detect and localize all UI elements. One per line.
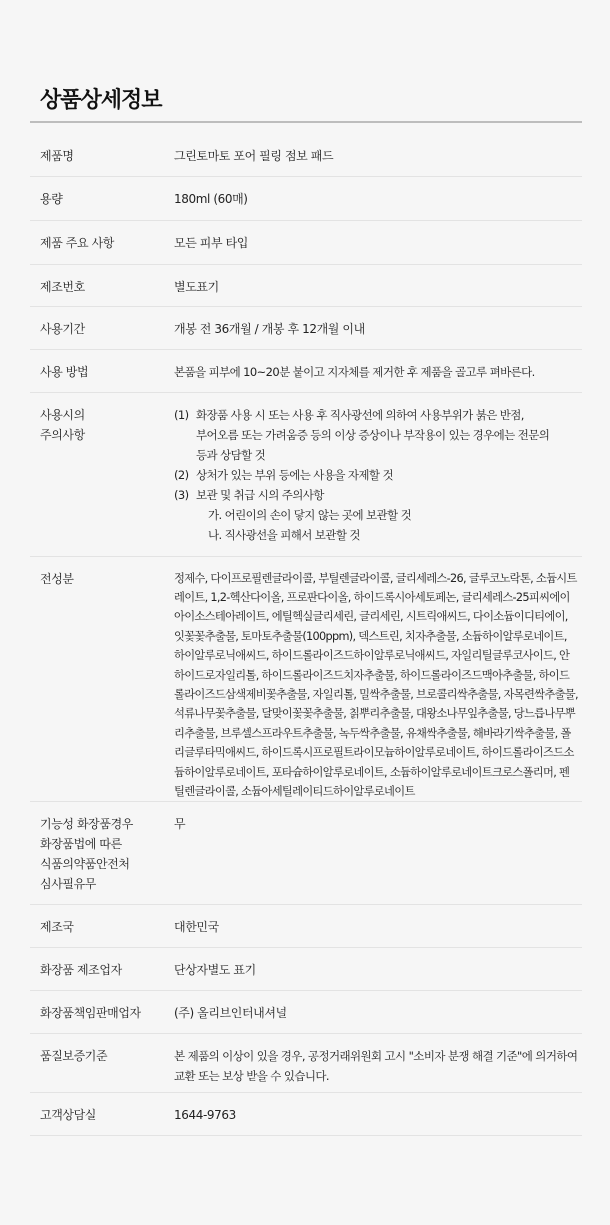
table-row xyxy=(30,392,582,556)
table-row xyxy=(30,1093,582,1136)
row-key-quality-guarantee: 품질보증기준 xyxy=(30,1034,174,1093)
table-row xyxy=(30,176,582,220)
row-key-manufacturer: 화장품 제조업자 xyxy=(30,948,174,991)
title-divider xyxy=(30,121,582,123)
table-row xyxy=(30,905,582,948)
table-row xyxy=(30,349,582,392)
row-key-ingredients: 전성분 xyxy=(30,556,174,802)
row-key-customer-service: 고객상담실 xyxy=(30,1093,174,1136)
row-value-customer-service: 1644-9763 xyxy=(174,1093,582,1136)
table-row xyxy=(30,1034,582,1093)
caution-item: (2) 상처가 있는 부위 등에는 사용을 자제할 것 xyxy=(174,467,393,482)
row-value-lot-number: 별도표기 xyxy=(174,264,582,306)
row-value-distributor: (주) 올리브인터내셔널 xyxy=(174,991,582,1034)
caution-item: (1) 화장품 사용 시 또는 사용 후 직사광선에 의하여 사용부위가 붉은 반점, 부어오름 또는 가려움증 등의 이상 증상이나 부작용이 있는 경우에는 전문의 등과 상담할 것 xyxy=(174,407,550,462)
page-title: 상품상세정보 xyxy=(40,88,162,113)
row-key-main-spec: 제품 주요 사항 xyxy=(30,220,174,264)
table-row xyxy=(30,802,582,905)
table-row xyxy=(30,264,582,306)
row-value-cautions xyxy=(174,392,582,556)
row-value-ingredients: 정제수, 다이프로필렌글라이콜, 부틸렌글라이콜, 글리세레스-26, 글루코노락톤, 소듐시트레이트, 1,2-헥산다이올, 프로판다이올, 하이드록시아세토페논, 글리세레스-25피씨에이아이소스테아레이트, 에틸헥실글리세린, 글리세린, 시트릭애씨드, 다이소듐이디티에이, 잇꽃꽃추출물, 토마토추출물(100ppm), 덱스트린, 치자추출물, 소듐하이알루로네이트, 하이알루로닉애씨드, 하이드롤라이즈드하이알루로닉애씨드, 자일리틸글루코사이드, 안하이드로자일리톨, 하이드롤라이즈드치자추출물, 하이드롤라이즈드맥아추출물, 하이드롤라이즈드삼색제비꽃추출물, 자일리톨, 밀싹추출물, 브로콜리싹추출물, 자목련싹추출물, 석류나무꽃추출물, 달맞이꽃꽃추출물, 칡뿌리추출물, 대왕소나무잎추출물, 당느릅나무뿌리추출물, 브루셀스프라우트추출물, 녹두싹추출물, 유채싹추출물, 해바라기싹추출물, 폴리글루타믹애씨드, 하이드록시프로필트라이모늄하이알루로네이트, 하이드롤라이즈드소듐하이알루로네이트, 포타슘하이알루로네이트, 소듐하이알루로네이트크로스폴리머, 펜틸렌글라이콜, 소듐아세틸레이티드하이알루로네이트 xyxy=(174,556,582,802)
row-value-quality-guarantee: 본 제품의 이상이 있을 경우, 공정거래위원회 고시 "소비자 분쟁 해결 기준"에 의거하여 교환 또는 보상 받을 수 있습니다. xyxy=(174,1034,582,1093)
row-key-product-name: 제품명 xyxy=(30,134,174,176)
row-value-manufacturer: 단상자별도 표기 xyxy=(174,948,582,991)
row-value-usage: 본품을 피부에 10~20분 붙이고 지자체를 제거한 후 제품을 골고루 펴바른다. xyxy=(174,349,582,392)
row-value-volume: 180ml (60매) xyxy=(174,176,582,220)
table-row xyxy=(30,556,582,802)
row-key-cautions: 사용시의 주의사항 xyxy=(30,392,174,556)
caution-item: (3) 보관 및 취급 시의 주의사항 가. 어린이의 손이 닿지 않는 곳에 보관할 것 나. 직사광선을 피해서 보관할 것 xyxy=(174,487,412,542)
table-row xyxy=(30,948,582,991)
row-value-functional-cosmetic: 무 xyxy=(174,802,582,905)
row-value-country: 대한민국 xyxy=(174,905,582,948)
row-key-shelf-life: 사용기간 xyxy=(30,306,174,349)
row-value-product-name: 그린토마토 포어 필링 점보 패드 xyxy=(174,134,582,176)
table-row xyxy=(30,220,582,264)
row-value-main-spec: 모든 피부 타입 xyxy=(174,220,582,264)
table-row xyxy=(30,306,582,349)
table-row xyxy=(30,991,582,1034)
row-key-volume: 용량 xyxy=(30,176,174,220)
table-row xyxy=(30,134,582,176)
row-key-usage: 사용 방법 xyxy=(30,349,174,392)
row-key-functional-cosmetic: 기능성 화장품경우 화장품법에 따른 식품의약품안전처 심사필유무 xyxy=(30,802,174,905)
row-value-shelf-life: 개봉 전 36개월 / 개봉 후 12개월 이내 xyxy=(174,306,582,349)
product-spec-table xyxy=(30,134,582,1136)
row-key-country: 제조국 xyxy=(30,905,174,948)
row-key-distributor: 화장품책임판매업자 xyxy=(30,991,174,1034)
row-key-lot-number: 제조번호 xyxy=(30,264,174,306)
